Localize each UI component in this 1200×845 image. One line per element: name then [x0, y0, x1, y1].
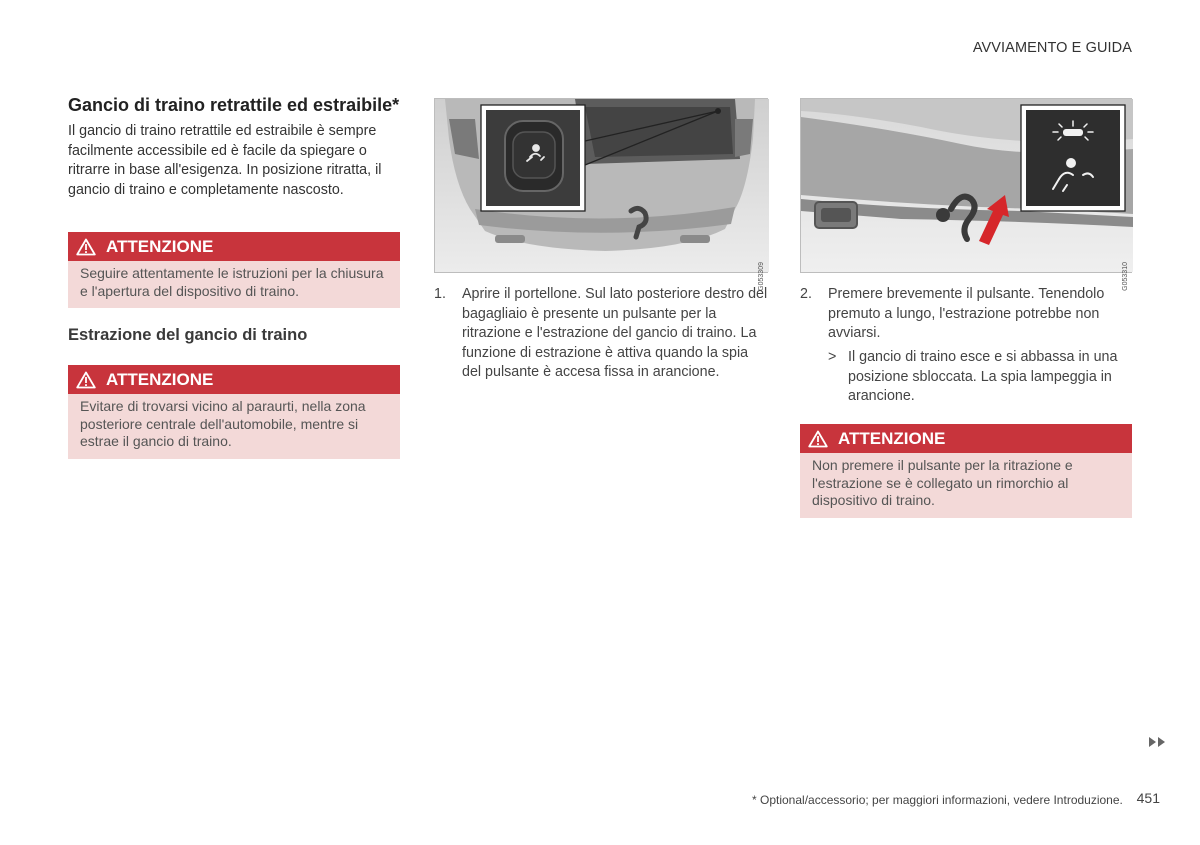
intro-paragraph: Il gancio di traino retrattile ed estraibile è sempre facilmente accessibile ed è facile da spiegare o ritrarre in base all'esigenza. In posizione ritratta, il gancio di traino e completamente nascosto. [68, 123, 382, 198]
result-text: Il gancio di traino esce e si abbassa in una posizione sbloccata. La spia lampeggia in arancione. [848, 349, 1118, 405]
step-2-result [828, 348, 1132, 407]
step-number: 1. [434, 286, 446, 302]
page-title: Gancio di traino retrattile ed estraibile* [68, 95, 400, 115]
warning-label: ATTENZIONE [106, 369, 214, 389]
warning-triangle-icon [76, 238, 96, 256]
warning-text: Seguire attentamente le istruzioni per la chiusura e l'apertura del dispositivo di traino. [68, 261, 400, 308]
warning-text: Non premere il pulsante per la ritrazione e l'estrazione se è collegato un rimorchio al dispositivo di traino. [800, 453, 1132, 518]
warning-label: ATTENZIONE [838, 428, 946, 448]
warning-label: ATTENZIONE [106, 236, 214, 256]
page-number: 451 [1136, 790, 1160, 806]
step-number: 2. [800, 286, 812, 302]
warning-triangle-icon [808, 430, 828, 448]
footnote: * Optional/accessorio; per maggiori informazioni, vedere Introduzione. [752, 793, 1123, 807]
warning-box-3 [800, 424, 1132, 518]
step-text: Aprire il portellone. Sul lato posteriore destro del bagagliaio è presente un pulsante per la ritrazione e l'estrazione del gancio di traino. La funzione di estrazione è attiva quando la spia del pulsante è accesa fissa in arancione. [462, 286, 768, 381]
section-header: AVVIAMENTO E GUIDA [972, 40, 1132, 56]
figure-trunk-button [434, 98, 768, 291]
warning-header [68, 232, 400, 261]
result-marker: > [828, 349, 837, 365]
step-text: Premere brevemente il pulsante. Tenendolo premuto a lungo, l'estrazione potrebbe non avviarsi. [828, 286, 1105, 342]
step-1 [434, 285, 768, 383]
column-intro [68, 95, 400, 449]
warning-header [800, 424, 1132, 453]
figure-tow-hook-extension [800, 98, 1132, 291]
warning-box-2 [68, 365, 400, 459]
figure-code: G053310 [1122, 262, 1129, 291]
trunk-illustration [435, 99, 769, 272]
warning-triangle-icon [76, 371, 96, 389]
figure-code: G053309 [758, 262, 765, 291]
warning-box-1 [68, 232, 400, 308]
step-2 [800, 285, 1132, 344]
tow-hook-illustration [801, 99, 1133, 272]
warning-text: Evitare di trovarsi vicino al paraurti, nella zona posteriore centrale dell'automobile, mentre si estrae il gancio di traino. [68, 394, 400, 459]
section-subtitle: Estrazione del gancio di traino [68, 326, 308, 344]
warning-header [68, 365, 400, 394]
continue-arrows-icon [1148, 735, 1166, 753]
